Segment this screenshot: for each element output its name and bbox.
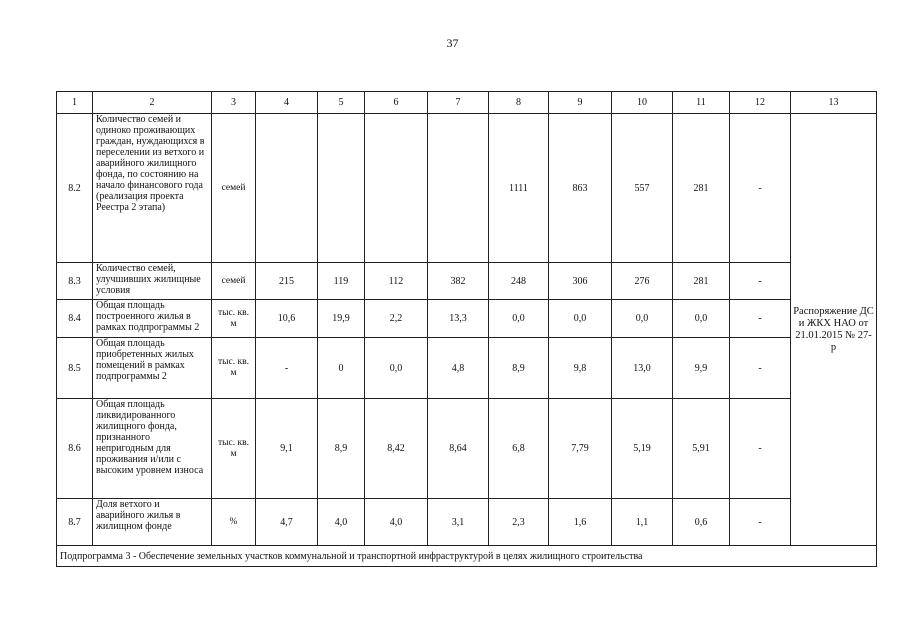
value-cell: 7,79: [549, 399, 612, 499]
value-cell: 4,0: [365, 499, 428, 546]
subprogram-title: Подпрограмма 3 - Обеспечение земельных участков коммунальной и транспортной инфраструктурой в целях жилищного строительства: [57, 546, 877, 567]
indicator-name: Общая площадь построенного жилья в рамках подпрограммы 2: [93, 300, 212, 338]
value-cell: [318, 114, 365, 263]
value-cell: 281: [673, 114, 730, 263]
column-header: 2: [93, 92, 212, 114]
subprogram-row: [57, 546, 877, 567]
value-cell: -: [730, 399, 791, 499]
value-cell: [365, 114, 428, 263]
value-cell: 281: [673, 263, 730, 300]
unit-cell: тыс. кв. м: [212, 300, 256, 338]
column-header: 6: [365, 92, 428, 114]
value-cell: -: [730, 499, 791, 546]
value-cell: 9,9: [673, 338, 730, 399]
row-number: 8.4: [57, 300, 93, 338]
value-cell: 13,0: [612, 338, 673, 399]
value-cell: -: [730, 114, 791, 263]
value-cell: 276: [612, 263, 673, 300]
column-header: 1: [57, 92, 93, 114]
value-cell: 9,8: [549, 338, 612, 399]
value-cell: 0,0: [673, 300, 730, 338]
column-header: 5: [318, 92, 365, 114]
unit-cell: семей: [212, 263, 256, 300]
value-cell: 8,42: [365, 399, 428, 499]
indicator-name: Количество семей, улучшивших жилищные условия: [93, 263, 212, 300]
value-cell: 8,64: [428, 399, 489, 499]
column-header: 7: [428, 92, 489, 114]
value-cell: 6,8: [489, 399, 549, 499]
table-row: [57, 114, 877, 263]
value-cell: 0,0: [549, 300, 612, 338]
column-header: 3: [212, 92, 256, 114]
value-cell: 248: [489, 263, 549, 300]
row-number: 8.7: [57, 499, 93, 546]
row-number: 8.6: [57, 399, 93, 499]
value-cell: 4,8: [428, 338, 489, 399]
column-header: 9: [549, 92, 612, 114]
unit-cell: %: [212, 499, 256, 546]
row-number: 8.2: [57, 114, 93, 263]
table-row: [57, 338, 877, 399]
row-number: 8.3: [57, 263, 93, 300]
value-cell: 863: [549, 114, 612, 263]
value-cell: 2,2: [365, 300, 428, 338]
value-cell: -: [730, 300, 791, 338]
value-cell: 13,3: [428, 300, 489, 338]
table-row: [57, 499, 877, 546]
value-cell: 5,19: [612, 399, 673, 499]
value-cell: 0: [318, 338, 365, 399]
page-number: 37: [446, 36, 459, 50]
value-cell: 5,91: [673, 399, 730, 499]
value-cell: 10,6: [256, 300, 318, 338]
value-cell: -: [730, 263, 791, 300]
column-header: 4: [256, 92, 318, 114]
indicators-table: [56, 91, 877, 567]
unit-cell: тыс. кв. м: [212, 399, 256, 499]
column-header: 13: [791, 92, 877, 114]
value-cell: 215: [256, 263, 318, 300]
table-header-row: [57, 92, 877, 114]
value-cell: 8,9: [489, 338, 549, 399]
value-cell: 382: [428, 263, 489, 300]
value-cell: 306: [549, 263, 612, 300]
value-cell: 1111: [489, 114, 549, 263]
value-cell: 112: [365, 263, 428, 300]
value-cell: 1,1: [612, 499, 673, 546]
value-cell: 2,3: [489, 499, 549, 546]
value-cell: -: [256, 338, 318, 399]
value-cell: 3,1: [428, 499, 489, 546]
value-cell: 1,6: [549, 499, 612, 546]
indicator-name: Общая площадь ликвидированного жилищного фонда, признанного непригодным для проживания и/или с высоким уровнем износа: [93, 399, 212, 499]
table-row: [57, 300, 877, 338]
table-row: [57, 399, 877, 499]
table-row: [57, 263, 877, 300]
indicator-name: Доля ветхого и аварийного жилья в жилищном фонде: [93, 499, 212, 546]
value-cell: 9,1: [256, 399, 318, 499]
source-document-cell: Распоряжение ДС и ЖКХ НАО от 21.01.2015 № 27-р: [791, 114, 877, 546]
value-cell: -: [730, 338, 791, 399]
indicator-name: Общая площадь приобретенных жилых помещений в рамках подпрограммы 2: [93, 338, 212, 399]
column-header: 10: [612, 92, 673, 114]
row-number: 8.5: [57, 338, 93, 399]
value-cell: 0,0: [489, 300, 549, 338]
value-cell: 4,0: [318, 499, 365, 546]
value-cell: 557: [612, 114, 673, 263]
value-cell: 4,7: [256, 499, 318, 546]
value-cell: 0,6: [673, 499, 730, 546]
indicator-name: Количество семей и одиноко проживающих граждан, нуждающихся в переселении из ветхого и аварийного жилищного фонда, по состоянию на начало финансового года (реализация проекта Реестра 2 этапа): [93, 114, 212, 263]
value-cell: 19,9: [318, 300, 365, 338]
value-cell: 8,9: [318, 399, 365, 499]
column-header: 8: [489, 92, 549, 114]
value-cell: [428, 114, 489, 263]
column-header: 12: [730, 92, 791, 114]
column-header: 11: [673, 92, 730, 114]
value-cell: 119: [318, 263, 365, 300]
unit-cell: тыс. кв. м: [212, 338, 256, 399]
value-cell: [256, 114, 318, 263]
value-cell: 0,0: [365, 338, 428, 399]
value-cell: 0,0: [612, 300, 673, 338]
unit-cell: семей: [212, 114, 256, 263]
